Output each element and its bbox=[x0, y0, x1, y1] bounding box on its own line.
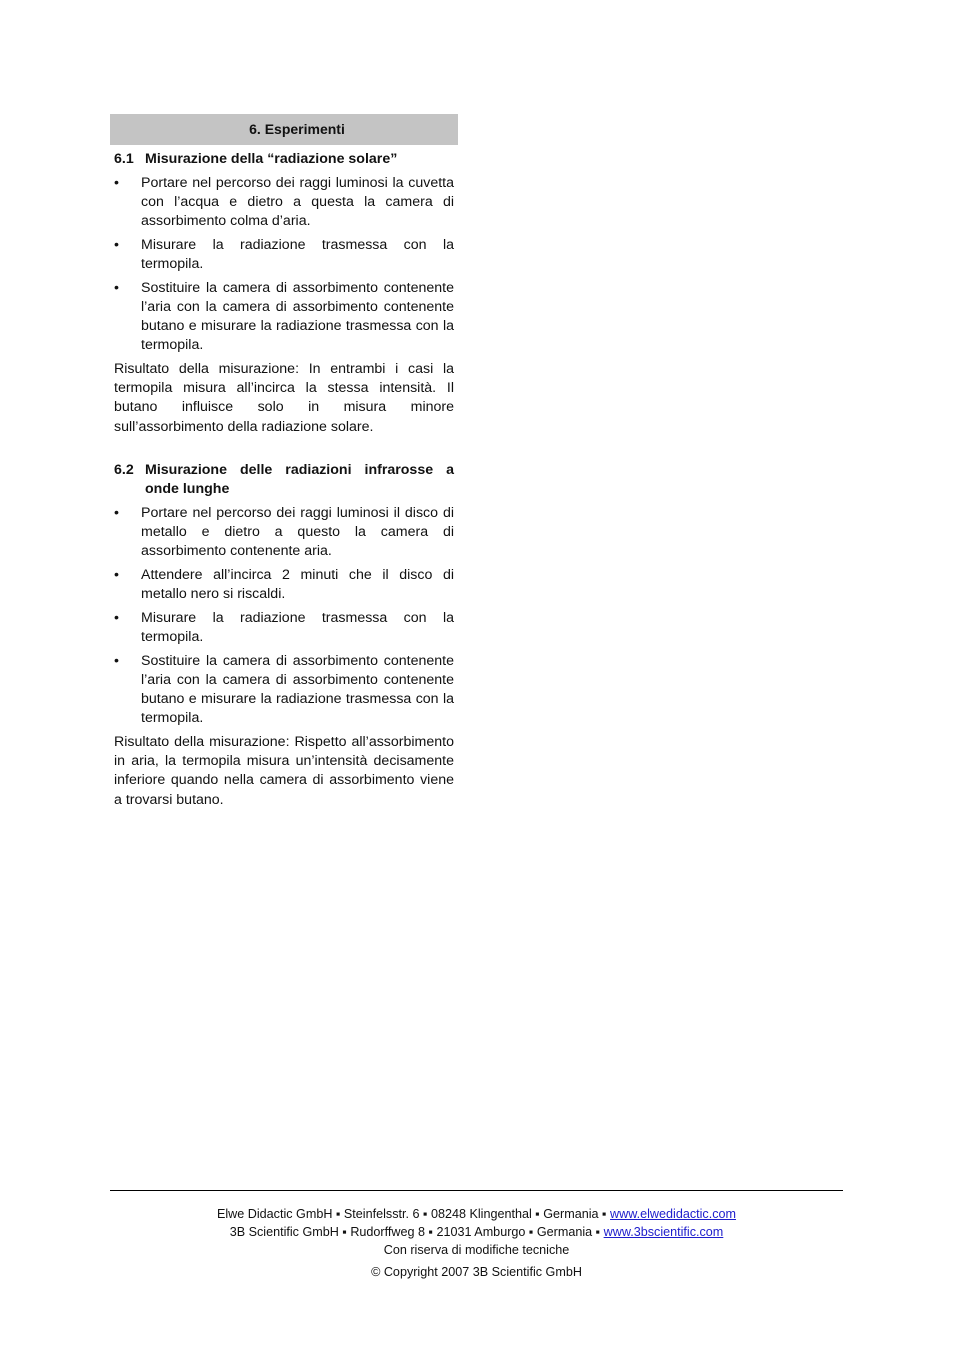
footer-line-3b bbox=[110, 1223, 843, 1241]
list-item-text: Attendere all’incirca 2 minuti che il disco di metallo nero si riscaldi. bbox=[141, 566, 454, 603]
footer-line-elwe bbox=[110, 1205, 843, 1223]
footer-address-elwe: Elwe Didactic GmbH ▪ Steinfelsstr. 6 ▪ 08248 Klingenthal ▪ Germania ▪ bbox=[216, 1207, 611, 1221]
bullet-icon: • bbox=[114, 652, 119, 669]
list-item-text: Portare nel percorso dei raggi luminosi il disco di metallo e dietro a questo la camera di assorbimento contenente aria. bbox=[141, 504, 454, 560]
footer-divider bbox=[110, 1190, 843, 1191]
list-item-text: Misurare la radiazione trasmessa con la termopila. bbox=[141, 609, 454, 645]
bullet-icon: • bbox=[114, 566, 119, 583]
list-item-text: Misurare la radiazione trasmessa con la termopila. bbox=[141, 236, 454, 273]
list-item bbox=[114, 279, 454, 356]
link-3bscientific[interactable]: www.3bscientific.com bbox=[603, 1225, 724, 1239]
result-paragraph-6-1: Risultato della misurazione: In entrambi i casi la termopila misura all’incirca la stessa intensità. Il butano influisce solo in misura minore sull’assorbimento della radiazione solare. bbox=[114, 361, 454, 435]
list-item bbox=[114, 236, 454, 274]
list-item-text: Sostituire la camera di assorbimento contenente l’aria con la camera di assorbimento contenente butano e misurare la radiazione trasmessa con la termopila. bbox=[141, 652, 454, 727]
list-item bbox=[114, 566, 454, 604]
footer-copyright: © Copyright 2007 3B Scientific GmbH bbox=[371, 1265, 582, 1279]
subsection-number: 6.2 bbox=[114, 461, 134, 478]
section-body bbox=[110, 150, 458, 810]
subsection-heading-6-2 bbox=[114, 461, 454, 499]
subsection-title: Misurazione della “radiazione solare” bbox=[145, 151, 398, 167]
footer-address-3b: 3B Scientific GmbH ▪ Rudorffweg 8 ▪ 21031 Amburgo ▪ Germania ▪ bbox=[229, 1225, 604, 1239]
bullet-icon: • bbox=[114, 174, 119, 191]
section-title: 6. Esperimenti bbox=[110, 114, 458, 145]
list-item bbox=[114, 174, 454, 232]
bullet-icon: • bbox=[114, 236, 119, 253]
bullet-list-6-1 bbox=[114, 174, 454, 356]
subsection-number: 6.1 bbox=[114, 151, 134, 167]
list-item bbox=[114, 504, 454, 562]
list-item-text: Sostituire la camera di assorbimento contenente l’aria con la camera di assorbimento contenente butano e misurare la radiazione trasmessa con la termopila. bbox=[141, 279, 454, 354]
footer-disclaimer: Con riserva di modifiche tecniche bbox=[383, 1243, 570, 1257]
list-item bbox=[114, 609, 454, 647]
list-item bbox=[114, 652, 454, 729]
subsection-heading-6-1 bbox=[114, 150, 454, 169]
subsection-title: Misurazione delle radiazioni infrarosse a onde lunghe bbox=[145, 461, 454, 498]
bullet-list-6-2 bbox=[114, 504, 454, 729]
link-elwedidactic[interactable]: www.elwedidactic.com bbox=[610, 1207, 737, 1221]
result-paragraph-6-2: Risultato della misurazione: Rispetto all’assorbimento in aria, la termopila misura un’intensità decisamente inferiore quando nella camera di assorbimento viene a trovarsi butano. bbox=[114, 733, 454, 808]
experiments-column bbox=[110, 114, 458, 810]
bullet-icon: • bbox=[114, 609, 119, 626]
bullet-icon: • bbox=[114, 504, 119, 521]
list-item-text: Portare nel percorso dei raggi luminosi la cuvetta con l’acqua e dietro a questa la camera di assorbimento colma d’aria. bbox=[141, 174, 454, 230]
bullet-icon: • bbox=[114, 279, 119, 296]
